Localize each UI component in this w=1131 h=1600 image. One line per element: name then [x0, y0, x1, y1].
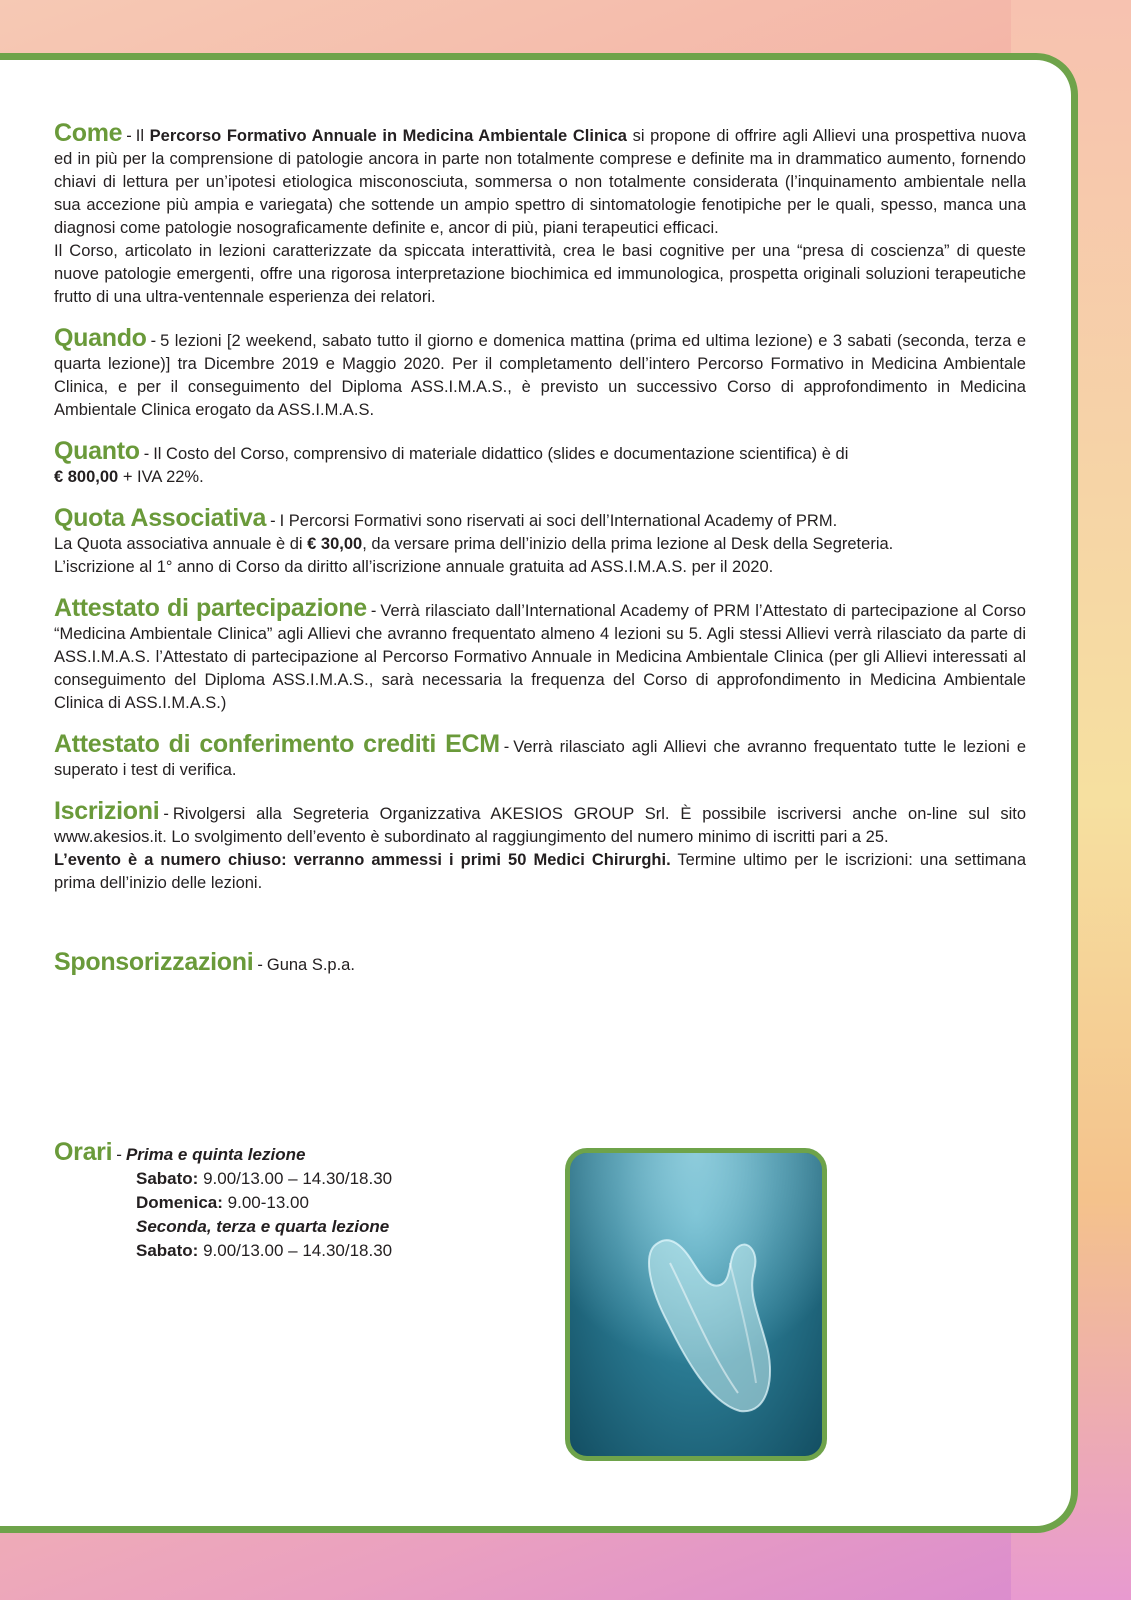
- document-body: [54, 119, 1027, 995]
- schedule-row: Domenica: 9.00-13.00: [136, 1193, 309, 1212]
- section-come: Come - Il Percorso Formativo Annuale in Medicina Ambientale Clinica si propone di offrire agli Allievi una prospettiva nuova ed in più per la comprensione di patologie ancora in parte non totalmente comprese e definite ma in drammatico aumento, fornendo chiavi di lettura per un’ipotesi etiologica misconosciuta, sommersa o non totalmente considerata (l’inquinamento ambientale nella sua accezione più ampia e variegata) che sottende un ampio spettro di sintomatologie fenotipiche per le quali, spesso, manca una diagnosi come patologie nosograficamente definite e, ancor di più, piani terapeutici efficaci. Il Corso, articolato in lezioni caratterizzate da spiccata interattività, crea le basi cognitive per una “presa di coscienza” di queste nuove patologie emergenti, offre una rigorosa interpretazione biochimica ed immunologica, prospetta originali soluzioni terapeutiche frutto di una ultra-ventennale esperienza dei relatori.: [54, 122, 1026, 309]
- schedule-row: Sabato: 9.00/13.00 – 14.30/18.30: [136, 1169, 393, 1188]
- section-heading: Attestato di partecipazione: [54, 594, 367, 622]
- section-heading: Iscrizioni: [54, 797, 160, 825]
- section-heading: Orari: [54, 1138, 113, 1166]
- section-orari: Orari - Prima e quinta lezione Sabato: 9.00/13.00 – 14.30/18.30 Domenica: 9.00-13.00 Seconda, terza e quarta lezione Sabato: 9.00/13.00 – 14.30/18.30: [54, 1140, 392, 1263]
- section-sponsorizzazioni: Sponsorizzazioni - Guna S.p.a.: [54, 948, 355, 976]
- section-heading: Attestato di conferimento crediti ECM: [54, 730, 500, 758]
- section-heading: Quanto: [54, 437, 140, 465]
- section-heading: Come: [54, 119, 123, 147]
- section-heading: Sponsorizzazioni: [54, 948, 254, 976]
- section-heading: Quando: [54, 324, 147, 352]
- section-quando: Quando - 5 lezioni [2 weekend, sabato tutto il giorno e domenica mattina (prima ed ultima lezione) e 3 sabati (seconda, terza e quarta lezione)] tra Dicembre 2019 e Maggio 2020. Per il completamento dell’intero Percorso Formativo in Medicina Ambientale Clinica, e per il conseguimento del Diploma ASS.I.M.A.S., è previsto un successivo Corso di approfondimento in Medicina Ambientale Clinica erogato da ASS.I.M.A.S.: [54, 324, 1026, 419]
- plastic-bag-underwater-photo: [565, 1148, 827, 1461]
- membership-price: € 30,00: [307, 535, 363, 553]
- schedule-title: Prima e quinta lezione: [125, 1145, 306, 1164]
- paragraph: Il Corso, articolato in lezioni caratterizzate da spiccata interattività, crea le basi cognitive per una “presa di coscienza” di queste nuove patologie emergenti, offre una rigorosa interpretazione biochimica ed immunologica, prospetta originali soluzioni terapeutiche frutto di una ultra-ventennale esperienza dei relatori.: [54, 242, 1026, 306]
- schedule-row: Sabato: 9.00/13.00 – 14.30/18.30: [136, 1241, 393, 1260]
- section-heading: Quota Associativa: [54, 504, 267, 532]
- section-crediti-ecm: Attestato di conferimento crediti ECM - Verrà rilasciato agli Allievi che avranno frequentato tutte le lezioni e superato i test di verifica.: [54, 730, 1026, 779]
- section-attestato-partecipazione: Attestato di partecipazione - Verrà rilasciato dall’International Academy of PRM l’Attestato di partecipazione al Corso “Medicina Ambientale Clinica” agli Allievi che avranno frequentato almeno 4 lezioni su 5. Agli stessi Allievi verrà rilasciato da parte di ASS.I.M.A.S. l’Attestato di partecipazione al Percorso Formativo Annuale in Medicina Ambientale Clinica (per gli Allievi interessati al conseguimento del Diploma ASS.I.M.A.S., sarà necessaria la frequenza del Corso di approfondimento in Medicina Ambientale Clinica di ASS.I.M.A.S.): [54, 594, 1026, 712]
- section-iscrizioni: Iscrizioni - Rivolgersi alla Segreteria Organizzativa AKESIOS GROUP Srl. È possibile iscriversi anche on-line sul sito www.akesios.it. Lo svolgimento dell’evento è subordinato al raggiungimento del numero minimo di iscritti pari a 25. L’evento è a numero chiuso: verranno ammessi i primi 50 Medici Chirurghi. Termine ultimo per le iscrizioni: una settimana prima dell’inizio delle lezioni.: [54, 797, 1026, 892]
- photo-illustration: [570, 1153, 822, 1456]
- course-price: € 800,00: [54, 468, 119, 486]
- schedule-title: Seconda, terza e quarta lezione: [136, 1217, 390, 1236]
- section-quanto: Quanto - Il Costo del Corso, comprensivo di materiale didattico (slides e documentazione scientifica) è di € 800,00 + IVA 22%.: [54, 437, 849, 486]
- section-quota-associativa: Quota Associativa - I Percorsi Formativi sono riservati ai soci dell’International Academy of PRM. La Quota associativa annuale è di € 30,00, da versare prima dell’inizio della prima lezione al Desk della Segreteria. L’iscrizione al 1° anno di Corso da diritto all’iscrizione annuale gratuita ad ASS.I.M.A.S. per il 2020.: [54, 504, 894, 576]
